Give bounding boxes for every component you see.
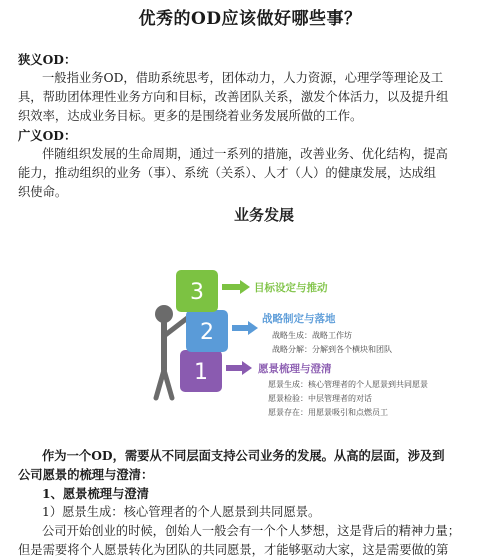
body-section: [18, 446, 484, 560]
arrow-right-icon: [222, 280, 250, 294]
step-2-number: 2: [200, 320, 214, 345]
broad-od-section: [18, 126, 484, 202]
step-1-detail: 愿景存在：用愿景吸引和点燃员工: [268, 408, 388, 417]
broad-od-line: 伴随组织发展的生命周期，通过一系列的措施，改善业务、优化结构，提高: [42, 147, 448, 161]
arrow-right-icon: [232, 321, 258, 335]
narrow-od-line: 具，帮助团体理性业务方向和目标，改善团队关系，激发个体活力，以及提升组: [18, 90, 449, 104]
arrow-right-icon: [226, 361, 252, 375]
step-2-detail: 战略分解：分解到各个横块和团队: [272, 345, 392, 354]
step-3-heading: 目标设定与推动: [254, 282, 328, 294]
intro-line: 公司愿景的梳理与澄清：: [18, 467, 154, 482]
section-heading: 1、愿景梳理与澄清: [42, 486, 149, 501]
step-1-detail: 愿景检验：中层管理者的对话: [268, 394, 372, 403]
intro-line: 作为一个OD，需要从不同层面支持公司业务的发展。从高的层面，涉及到: [42, 448, 445, 463]
narrow-od-section: [18, 50, 484, 126]
point-line: 1）愿景生成：核心管理者的个人愿景到共同愿景。: [42, 505, 321, 519]
steps-diagram: [150, 198, 470, 430]
step-2-detail: 战略生成：战略工作坊: [272, 331, 352, 340]
narrow-od-line: 一般指业务OD，借助系统思考，团体动力，人力资源，心理学等理论及工: [42, 71, 444, 85]
broad-od-line: 织使命。: [18, 185, 68, 199]
step-1-detail: 愿景生成：核心管理者的个人愿景到共同愿景: [268, 380, 428, 389]
narrow-od-line: 织效率，达成业务目标。更多的是围绕着业务发展所做的工作。: [18, 109, 363, 123]
broad-od-label: 广义OD：: [18, 128, 77, 143]
business-development-figure: [150, 198, 470, 430]
paragraph-line: 但是需要将个人愿景转化为团队的共同愿景，才能够驱动大家，这是需要做的第: [18, 543, 449, 557]
figure-title: 业务发展: [234, 206, 295, 224]
paragraph-line: 公司开始创业的时候，创始人一般会有一个个人梦想，这是背后的精神力量；: [42, 524, 461, 538]
narrow-od-label: 狭义OD：: [18, 52, 77, 67]
page-title: 优秀的OD应该做好哪些事？: [138, 9, 362, 29]
broad-od-line: 能力，推动组织的业务（事）、系统（关系）、人才（人）的健康发展，达成组: [18, 166, 437, 180]
step-3-number: 3: [190, 280, 204, 305]
step-1-heading: 愿景梳理与澄清: [258, 363, 332, 375]
step-1-number: 1: [194, 360, 208, 385]
step-2-heading: 战略制定与落地: [262, 313, 336, 325]
